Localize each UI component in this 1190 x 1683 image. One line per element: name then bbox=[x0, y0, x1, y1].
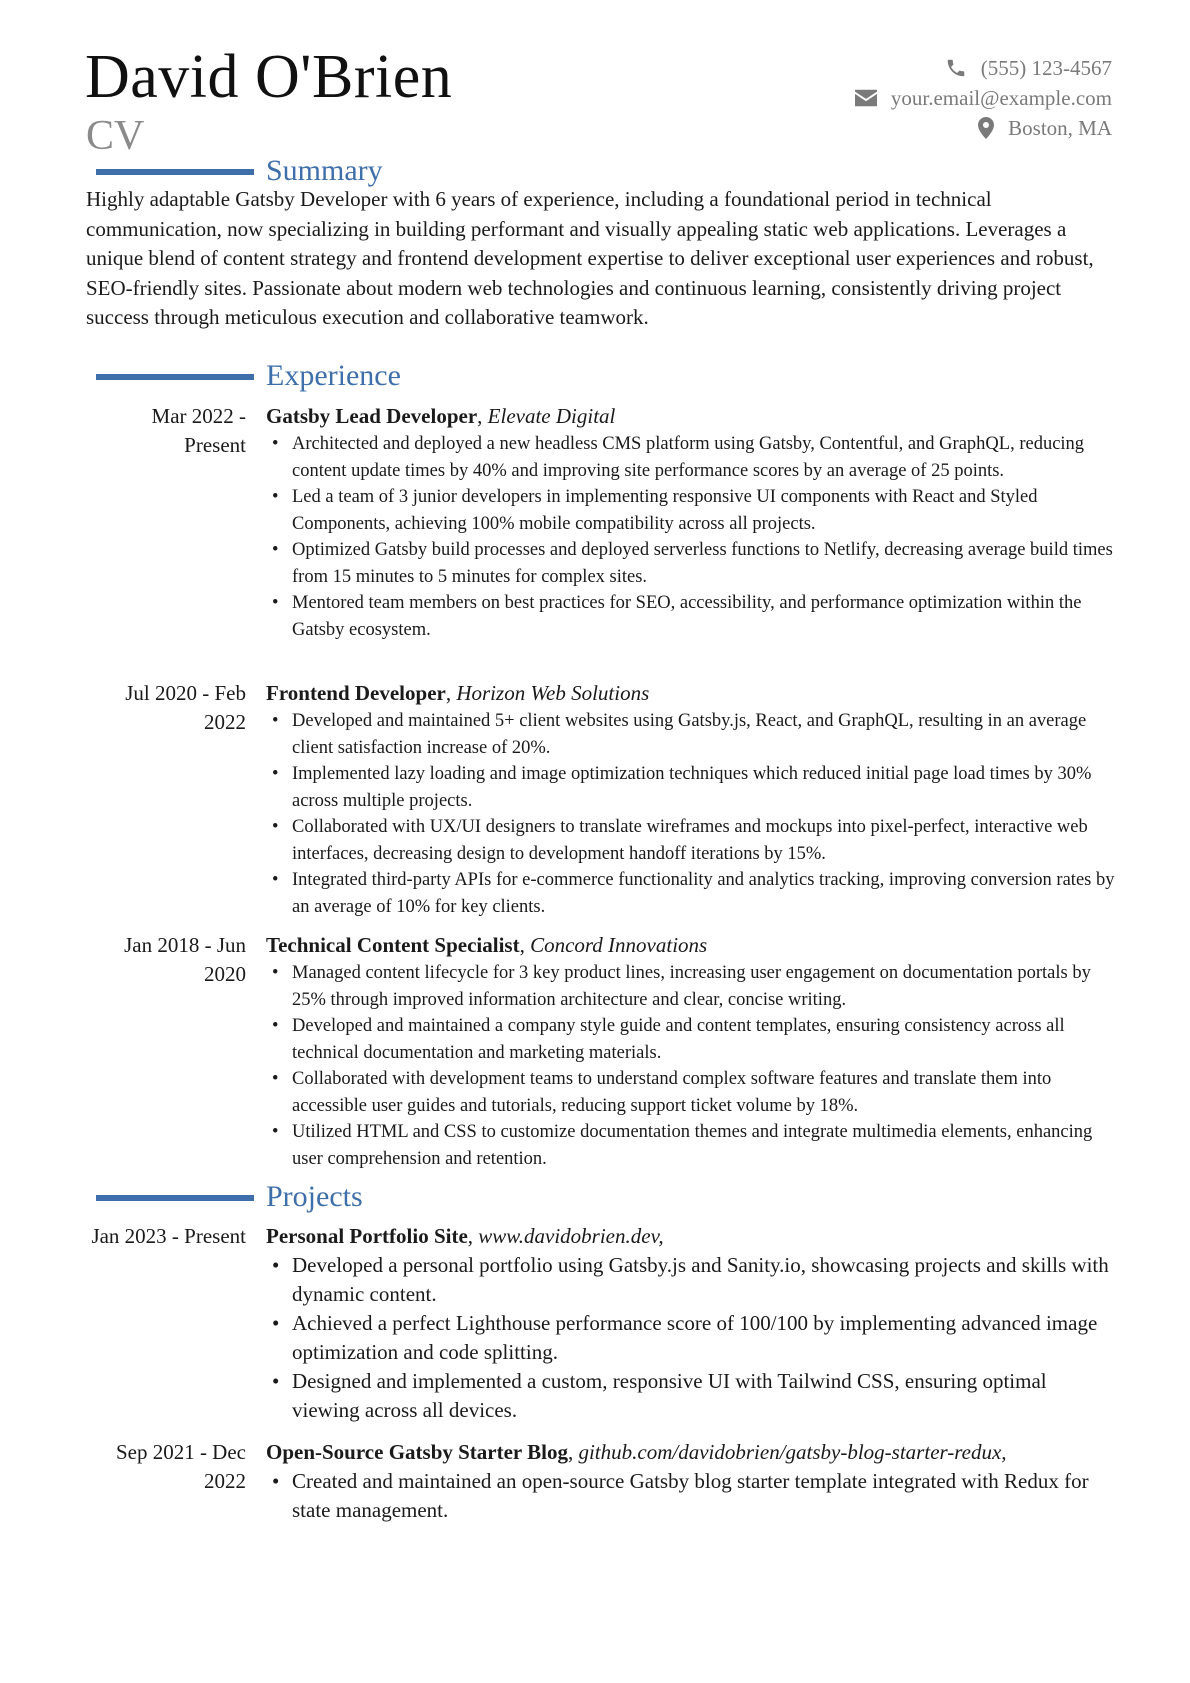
contact-email bbox=[855, 83, 1112, 113]
bullet-list bbox=[266, 708, 1118, 920]
bullet-list bbox=[266, 431, 1118, 643]
document-subtitle: CV bbox=[86, 113, 145, 159]
project-link[interactable]: github.com/davidobrien/gatsby-blog-starter-redux, bbox=[578, 1440, 1007, 1464]
bullet-item: • Architected and deployed a new headless CMS platform using Gatsby, Contentful, and GraphQL, reducing content update times by 40% and improving site performance scores by an average of 25 points. bbox=[266, 431, 1118, 484]
entry-title: Open-Source Gatsby Starter Blog, github.com/davidobrien/gatsby-blog-starter-redux, bbox=[266, 1440, 1007, 1464]
contact-location bbox=[855, 113, 1112, 143]
email-address[interactable]: your.email@example.com bbox=[890, 86, 1112, 110]
section-accent-bar bbox=[96, 374, 254, 380]
entry-title: Frontend Developer, Horizon Web Solutions bbox=[266, 681, 650, 705]
bullet-item: • Collaborated with development teams to understand complex software features and translate them into accessible user guides and tutorials, reducing support ticket volume by 18%. bbox=[266, 1066, 1118, 1119]
bullet-item: • Created and maintained an open-source Gatsby blog starter template integrated with Redux for state management. bbox=[266, 1467, 1118, 1525]
bullet-item: • Developed and maintained 5+ client websites using Gatsby.js, React, and GraphQL, resulting in an average client satisfaction increase of 20%. bbox=[266, 708, 1118, 761]
job-title: Gatsby Lead Developer bbox=[266, 404, 478, 428]
section-title: Projects bbox=[266, 1180, 363, 1213]
bullet-list bbox=[266, 1467, 1118, 1525]
bullet-item: • Mentored team members on best practices for SEO, accessibility, and performance optimization within the Gatsby ecosystem. bbox=[266, 590, 1118, 643]
bullet-item: • Managed content lifecycle for 3 key product lines, increasing user engagement on documentation portals by 25% through improved information architecture and clear, concise writing. bbox=[266, 960, 1118, 1013]
entry-date: Jan 2018 - Jun 2020 bbox=[124, 933, 246, 986]
map-pin-icon bbox=[978, 117, 994, 139]
entry-title: Personal Portfolio Site, www.davidobrien.dev, bbox=[266, 1224, 664, 1248]
summary-text: Highly adaptable Gatsby Developer with 6 years of experience, including a foundational period in technical communication, now specializing in building performant and visually appealing static web applications. Leverages a unique blend of content strategy and frontend development expertise to deliver exceptional user experiences and robust, SEO-friendly sites. Passionate about modern web technologies and continuous learning, consistently driving project success through meticulous execution and collaborative teamwork. bbox=[86, 187, 1094, 329]
phone-icon bbox=[945, 57, 967, 79]
section-projects-heading bbox=[96, 1182, 1116, 1218]
envelope-icon bbox=[855, 89, 877, 107]
job-title: Frontend Developer bbox=[266, 681, 446, 705]
bullet-item: • Collaborated with UX/UI designers to translate wireframes and mockups into pixel-perfect, interactive web interfaces, decreasing design to development handoff iterations by 15%. bbox=[266, 814, 1118, 867]
project-title: Personal Portfolio Site bbox=[266, 1224, 468, 1248]
project-link[interactable]: www.davidobrien.dev, bbox=[478, 1224, 664, 1248]
section-accent-bar bbox=[96, 1195, 254, 1201]
phone-number: (555) 123-4567 bbox=[980, 56, 1112, 80]
section-experience-heading bbox=[96, 361, 1116, 397]
contact-phone bbox=[855, 53, 1112, 83]
section-title: Experience bbox=[266, 359, 401, 392]
location-text: Boston, MA bbox=[1008, 116, 1112, 140]
company-name: Horizon Web Solutions bbox=[456, 681, 650, 705]
bullet-item: • Led a team of 3 junior developers in implementing responsive UI components with React and Styled Components, achieving 100% mobile compatibility across all projects. bbox=[266, 484, 1118, 537]
contact-info bbox=[855, 53, 1112, 143]
bullet-item: • Optimized Gatsby build processes and deployed serverless functions to Netlify, decreasing average build times from 15 minutes to 5 minutes for complex sites. bbox=[266, 537, 1118, 590]
entry-date: Jan 2023 - Present bbox=[91, 1224, 246, 1248]
section-accent-bar bbox=[96, 169, 254, 175]
bullet-item: • Designed and implemented a custom, responsive UI with Tailwind CSS, ensuring optimal viewing across all devices. bbox=[266, 1367, 1118, 1425]
bullet-item: • Developed a personal portfolio using Gatsby.js and Sanity.io, showcasing projects and skills with dynamic content. bbox=[266, 1251, 1118, 1309]
entry-date: Sep 2021 - Dec 2022 bbox=[115, 1440, 246, 1493]
entry-date: Mar 2022 - Present bbox=[151, 404, 246, 457]
company-name: Elevate Digital bbox=[487, 404, 616, 428]
job-title: Technical Content Specialist bbox=[266, 933, 520, 957]
section-title: Summary bbox=[266, 154, 383, 187]
person-name: David O'Brien bbox=[85, 43, 453, 111]
company-name: Concord Innovations bbox=[530, 933, 708, 957]
bullet-item: • Achieved a perfect Lighthouse performance score of 100/100 by implementing advanced image optimization and code splitting. bbox=[266, 1309, 1118, 1367]
entry-title: Gatsby Lead Developer, Elevate Digital bbox=[266, 404, 616, 428]
bullet-list bbox=[266, 960, 1118, 1172]
bullet-item: • Implemented lazy loading and image optimization techniques which reduced initial page load times by 30% across multiple projects. bbox=[266, 761, 1118, 814]
bullet-item: • Utilized HTML and CSS to customize documentation themes and integrate multimedia elements, enhancing user comprehension and retention. bbox=[266, 1119, 1118, 1172]
project-title: Open-Source Gatsby Starter Blog bbox=[266, 1440, 568, 1464]
entry-title: Technical Content Specialist, Concord Innovations bbox=[266, 933, 708, 957]
entry-date: Jul 2020 - Feb 2022 bbox=[125, 681, 246, 734]
bullet-item: • Developed and maintained a company style guide and content templates, ensuring consistency across all technical documentation and marketing materials. bbox=[266, 1013, 1118, 1066]
bullet-item: • Integrated third-party APIs for e-commerce functionality and analytics tracking, improving conversion rates by an average of 10% for key clients. bbox=[266, 867, 1118, 920]
bullet-list bbox=[266, 1251, 1118, 1425]
